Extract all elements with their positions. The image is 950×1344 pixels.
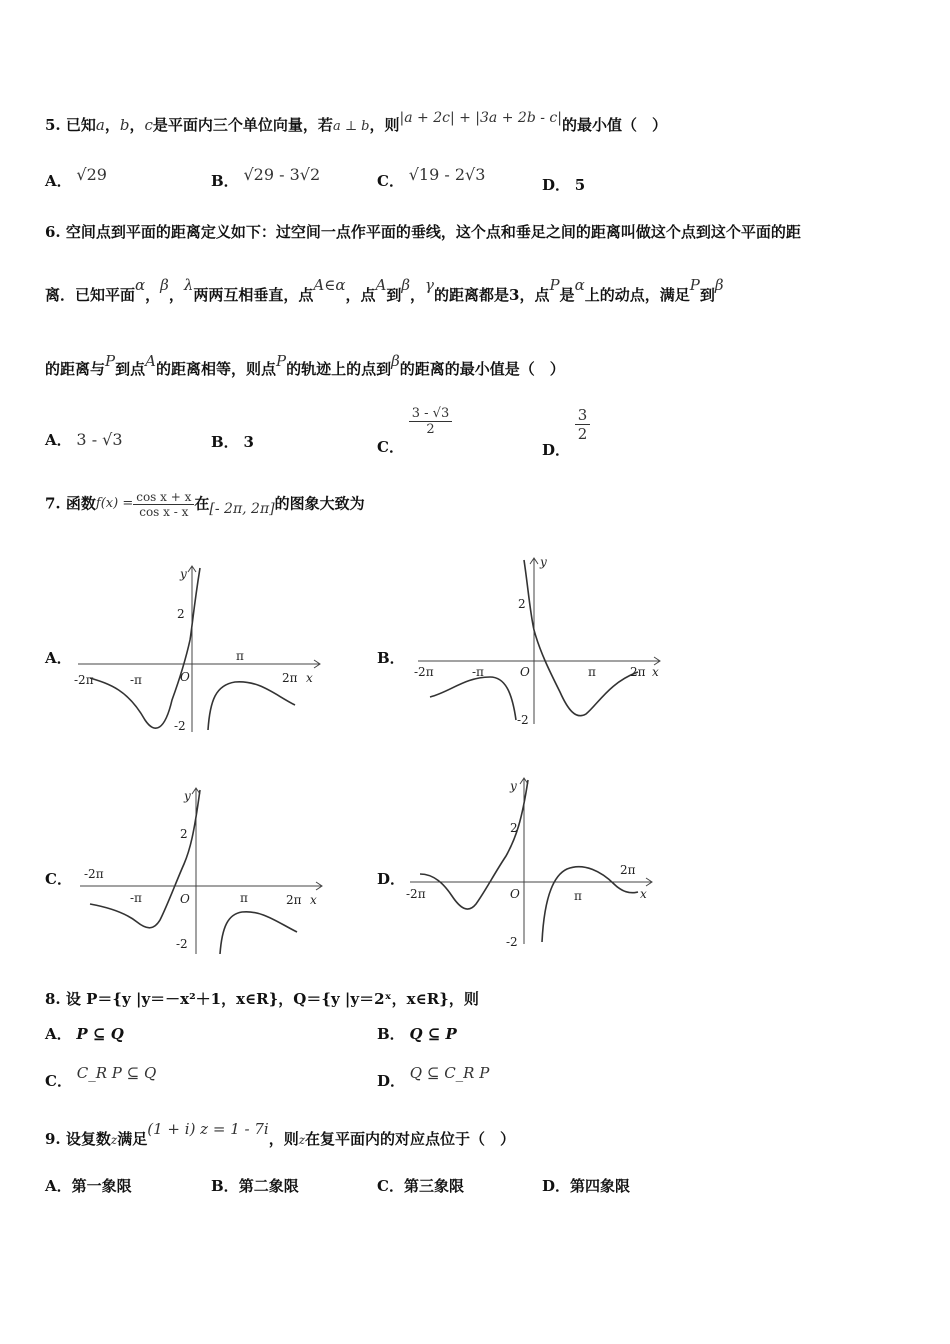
- q6-beta: β: [391, 352, 400, 370]
- q9-var-z: z: [110, 1133, 118, 1147]
- q9-number: 9.: [45, 1130, 61, 1148]
- q8-option-d-label: D．: [377, 1072, 406, 1090]
- q5-text-a: 已知: [65, 116, 96, 134]
- q6-text: ，: [410, 286, 426, 304]
- y-label: y: [510, 779, 517, 793]
- q6-text: 到: [699, 286, 715, 304]
- q5-option-b[interactable]: [211, 165, 321, 191]
- q6-point-p: P: [689, 276, 700, 294]
- q8-option-b[interactable]: [377, 1023, 457, 1044]
- q5-option-a-value: √29: [76, 165, 107, 184]
- q6-text: 到点: [115, 360, 146, 378]
- q9-stem: [45, 1120, 516, 1149]
- q5-option-a[interactable]: [45, 165, 107, 191]
- graph-curve: [430, 677, 516, 720]
- q5-option-b-value: √29 - 3√2: [243, 165, 321, 184]
- q5-var-a: a: [95, 116, 105, 134]
- tick-2: 2: [518, 597, 526, 611]
- tick-pi: π: [236, 649, 244, 663]
- tick-neg2: -2: [506, 935, 518, 949]
- q6-beta: β: [401, 276, 411, 294]
- q6-text: ，: [145, 286, 161, 304]
- q8-option-b-label: B．: [377, 1025, 405, 1043]
- graph-curve: [524, 560, 638, 716]
- q6-point-p: P: [549, 276, 560, 294]
- q6-a-in-alpha: A∈α: [313, 276, 346, 294]
- q5-cond: a ⊥ b: [332, 119, 370, 134]
- tick-neg2pi: -2π: [414, 665, 434, 679]
- tick-2pi: 2π: [286, 893, 302, 907]
- origin-label: O: [520, 665, 530, 679]
- graph-curve: [220, 912, 297, 954]
- q9-option-b[interactable]: [211, 1175, 299, 1196]
- q6-option-b-label: B．: [211, 433, 239, 451]
- q5-var-b: b: [119, 116, 130, 134]
- q8-option-a[interactable]: [45, 1023, 124, 1044]
- q8-number: 8.: [45, 990, 61, 1008]
- tick-2pi: 2π: [620, 863, 636, 877]
- q6-beta: β: [714, 276, 724, 294]
- q6-option-d-label: D．: [542, 440, 571, 459]
- q7-graph-c[interactable]: [72, 782, 332, 960]
- q7-option-b-label[interactable]: B．: [377, 649, 405, 667]
- q8-option-c[interactable]: [45, 1062, 157, 1090]
- tick-negpi: -π: [472, 665, 484, 679]
- q9-text-c: ，则: [268, 1130, 299, 1148]
- tick-2pi: 2π: [282, 671, 298, 685]
- q6-text: ，: [168, 286, 184, 304]
- q7-graph-a[interactable]: [70, 560, 330, 740]
- q6-text: 是: [559, 286, 575, 304]
- q7-interval: [- 2π, 2π]: [209, 500, 275, 517]
- q9-text-d: 在复平面内的对应点位于（ ）: [305, 1130, 516, 1148]
- q8-option-c-label: C．: [45, 1072, 72, 1090]
- q6-number: 6.: [45, 223, 61, 241]
- x-label: x: [640, 887, 647, 901]
- q5-option-c[interactable]: [377, 165, 486, 191]
- q9-option-d-value: 第四象限: [570, 1177, 631, 1195]
- q6-option-d-num: 3: [575, 406, 591, 425]
- tick-pi: π: [240, 891, 248, 905]
- q5-stem: 5. 已知a，b，c是平面内三个单位向量，若a ⊥ b，则|a + 2c| + |3a + 2b - c|的最小值（ ）: [45, 110, 667, 134]
- q6-text: ，点: [345, 286, 376, 304]
- q6-option-a-value: 3 - √3: [76, 430, 123, 449]
- q9-option-b-value: 第二象限: [238, 1177, 299, 1195]
- q7-den: cos x - x: [139, 505, 189, 519]
- q7-option-a-label[interactable]: A．: [45, 649, 72, 667]
- tick-neg2pi: -2π: [84, 867, 104, 881]
- tick-negpi: -π: [130, 673, 142, 687]
- q5-option-d-label: D．: [542, 176, 571, 194]
- q6-option-c-label: C．: [377, 437, 404, 456]
- q8-stem: [45, 988, 479, 1009]
- q5-expr: |a + 2c| + |3a + 2b - c|: [399, 110, 562, 126]
- q6-text: 的距离相等，则点: [155, 360, 276, 378]
- q6-point-p: P: [275, 352, 287, 370]
- q6-point-a: A: [375, 276, 387, 294]
- x-label: x: [652, 665, 659, 679]
- q5-option-d[interactable]: [542, 174, 585, 195]
- graph-curve: [90, 568, 200, 728]
- q7-graph-b[interactable]: [410, 552, 670, 732]
- q9-option-c[interactable]: [377, 1175, 464, 1196]
- q6-alpha: α: [135, 276, 146, 294]
- origin-label: O: [180, 670, 190, 684]
- q6-point-a: A: [145, 352, 156, 370]
- q8-option-b-value: Q ⊆ P: [409, 1025, 457, 1043]
- q7-stem: [45, 490, 365, 519]
- tick-negpi: -π: [130, 891, 142, 905]
- q8-option-c-value: C_R P ⊆ Q: [76, 1064, 157, 1082]
- graph-curve: [542, 867, 638, 942]
- q5-number: 5.: [45, 116, 61, 134]
- tick-pi: π: [588, 665, 596, 679]
- q6-text: 的距离都是3，点: [434, 286, 550, 304]
- q6-option-a[interactable]: [45, 429, 123, 450]
- q6-gamma: γ: [425, 276, 434, 294]
- q6-option-d-fraction: [575, 406, 591, 443]
- q7-fname: f(x) =: [95, 495, 134, 511]
- tick-2: 2: [177, 607, 185, 621]
- tick-pi: π: [574, 889, 582, 903]
- origin-label: O: [180, 892, 190, 906]
- q6-text: 的轨迹上的点到: [286, 360, 392, 378]
- q9-option-b-label: B．: [211, 1177, 239, 1195]
- q9-option-d[interactable]: [542, 1175, 630, 1196]
- q6-text: 离．已知平面: [45, 286, 136, 304]
- q8-option-a-label: A．: [45, 1025, 72, 1043]
- q7-text-c: 的图象大致为: [274, 494, 365, 513]
- q6-line1-text: 空间点到平面的距离定义如下：过空间一点作平面的垂线，这个点和垂足之间的距离叫做这个点到这个平面的距: [65, 223, 801, 241]
- q6-text: 上的动点，满足: [584, 286, 690, 304]
- q8-option-a-value: P ⊆ Q: [76, 1025, 124, 1043]
- q9-text-b: 满足: [117, 1130, 148, 1148]
- q8-option-d-value: Q ⊆ C_R P: [409, 1064, 490, 1082]
- q6-option-b[interactable]: [211, 431, 254, 452]
- tick-2: 2: [180, 827, 188, 841]
- q5-text-c: ，则: [369, 116, 400, 134]
- q5-option-d-value: 5: [574, 176, 586, 194]
- q6-line3: [45, 352, 565, 379]
- q5-text-d: 的最小值（ ）: [561, 116, 667, 134]
- q6-text: 两两互相垂直，点: [193, 286, 314, 304]
- q9-var-z: z: [298, 1133, 306, 1147]
- q6-option-a-label: A．: [45, 431, 72, 449]
- q7-text-a: 函数: [65, 494, 96, 513]
- q6-option-d[interactable]: [542, 406, 590, 459]
- q7-option-c-label[interactable]: C．: [45, 870, 72, 888]
- q5-text-b: 是平面内三个单位向量，若: [152, 116, 333, 134]
- q6-lambda: λ: [183, 276, 194, 294]
- q6-option-b-value: 3: [243, 433, 254, 451]
- tick-neg2: -2: [517, 713, 529, 727]
- y-label: y: [180, 567, 187, 581]
- q5-option-c-value: √19 - 2√3: [408, 165, 486, 184]
- q7-option-d-label[interactable]: D．: [377, 870, 406, 888]
- graph-curve: [90, 790, 200, 928]
- q6-text: 的距离的最小值是（ ）: [399, 360, 565, 378]
- q7-fraction: [133, 490, 194, 519]
- x-label: x: [310, 893, 317, 907]
- q7-graph-d[interactable]: [402, 772, 662, 952]
- tick-neg2: -2: [174, 719, 186, 733]
- q8-option-d[interactable]: [377, 1062, 490, 1090]
- graph-curve: [208, 682, 295, 730]
- q9-option-c-label: C．: [377, 1177, 404, 1195]
- q6-option-c-num: 3 - √3: [409, 406, 452, 422]
- tick-2pi: 2π: [630, 665, 646, 679]
- tick-2: 2: [510, 821, 518, 835]
- q8-stem-text: 设 P＝{y |y＝－x²＋1，x∈R}，Q＝{y |y＝2ˣ，x∈R}，则: [65, 990, 479, 1008]
- q9-text-a: 设复数: [65, 1130, 111, 1148]
- x-label: x: [306, 671, 313, 685]
- tick-neg2: -2: [176, 937, 188, 951]
- q6-option-c-fraction: [409, 406, 452, 437]
- q6-text: 的距离与: [45, 360, 106, 378]
- q6-line2: [45, 276, 724, 305]
- q5-option-c-label: C．: [377, 172, 404, 190]
- q6-option-d-den: 2: [577, 425, 588, 443]
- q5-var-c: c: [144, 116, 153, 134]
- q6-beta: β: [160, 276, 169, 294]
- q6-line1: [45, 221, 801, 242]
- origin-label: O: [510, 887, 520, 901]
- q7-text-b: 在: [194, 494, 210, 513]
- tick-neg2pi: -2π: [74, 673, 94, 687]
- q9-option-d-label: D．: [542, 1177, 571, 1195]
- q9-option-a-label: A．: [45, 1177, 72, 1195]
- q6-option-c[interactable]: [377, 406, 452, 456]
- q6-text: 到: [386, 286, 402, 304]
- q7-number: 7.: [45, 494, 61, 513]
- q5-option-a-label: A．: [45, 172, 72, 190]
- q9-option-a-value: 第一象限: [71, 1177, 132, 1195]
- y-label: y: [540, 555, 547, 569]
- q9-equation: (1 + i) z = 1 - 7i: [147, 1120, 269, 1138]
- y-label: y: [184, 789, 191, 803]
- q6-alpha: α: [574, 276, 585, 294]
- q9-option-c-value: 第三象限: [403, 1177, 464, 1195]
- tick-neg2pi: -2π: [406, 887, 426, 901]
- q7-num: cos x + x: [133, 490, 194, 505]
- q9-option-a[interactable]: [45, 1175, 132, 1196]
- q6-option-c-den: 2: [426, 422, 435, 437]
- q6-point-p: P: [105, 352, 116, 370]
- q5-option-b-label: B．: [211, 172, 239, 190]
